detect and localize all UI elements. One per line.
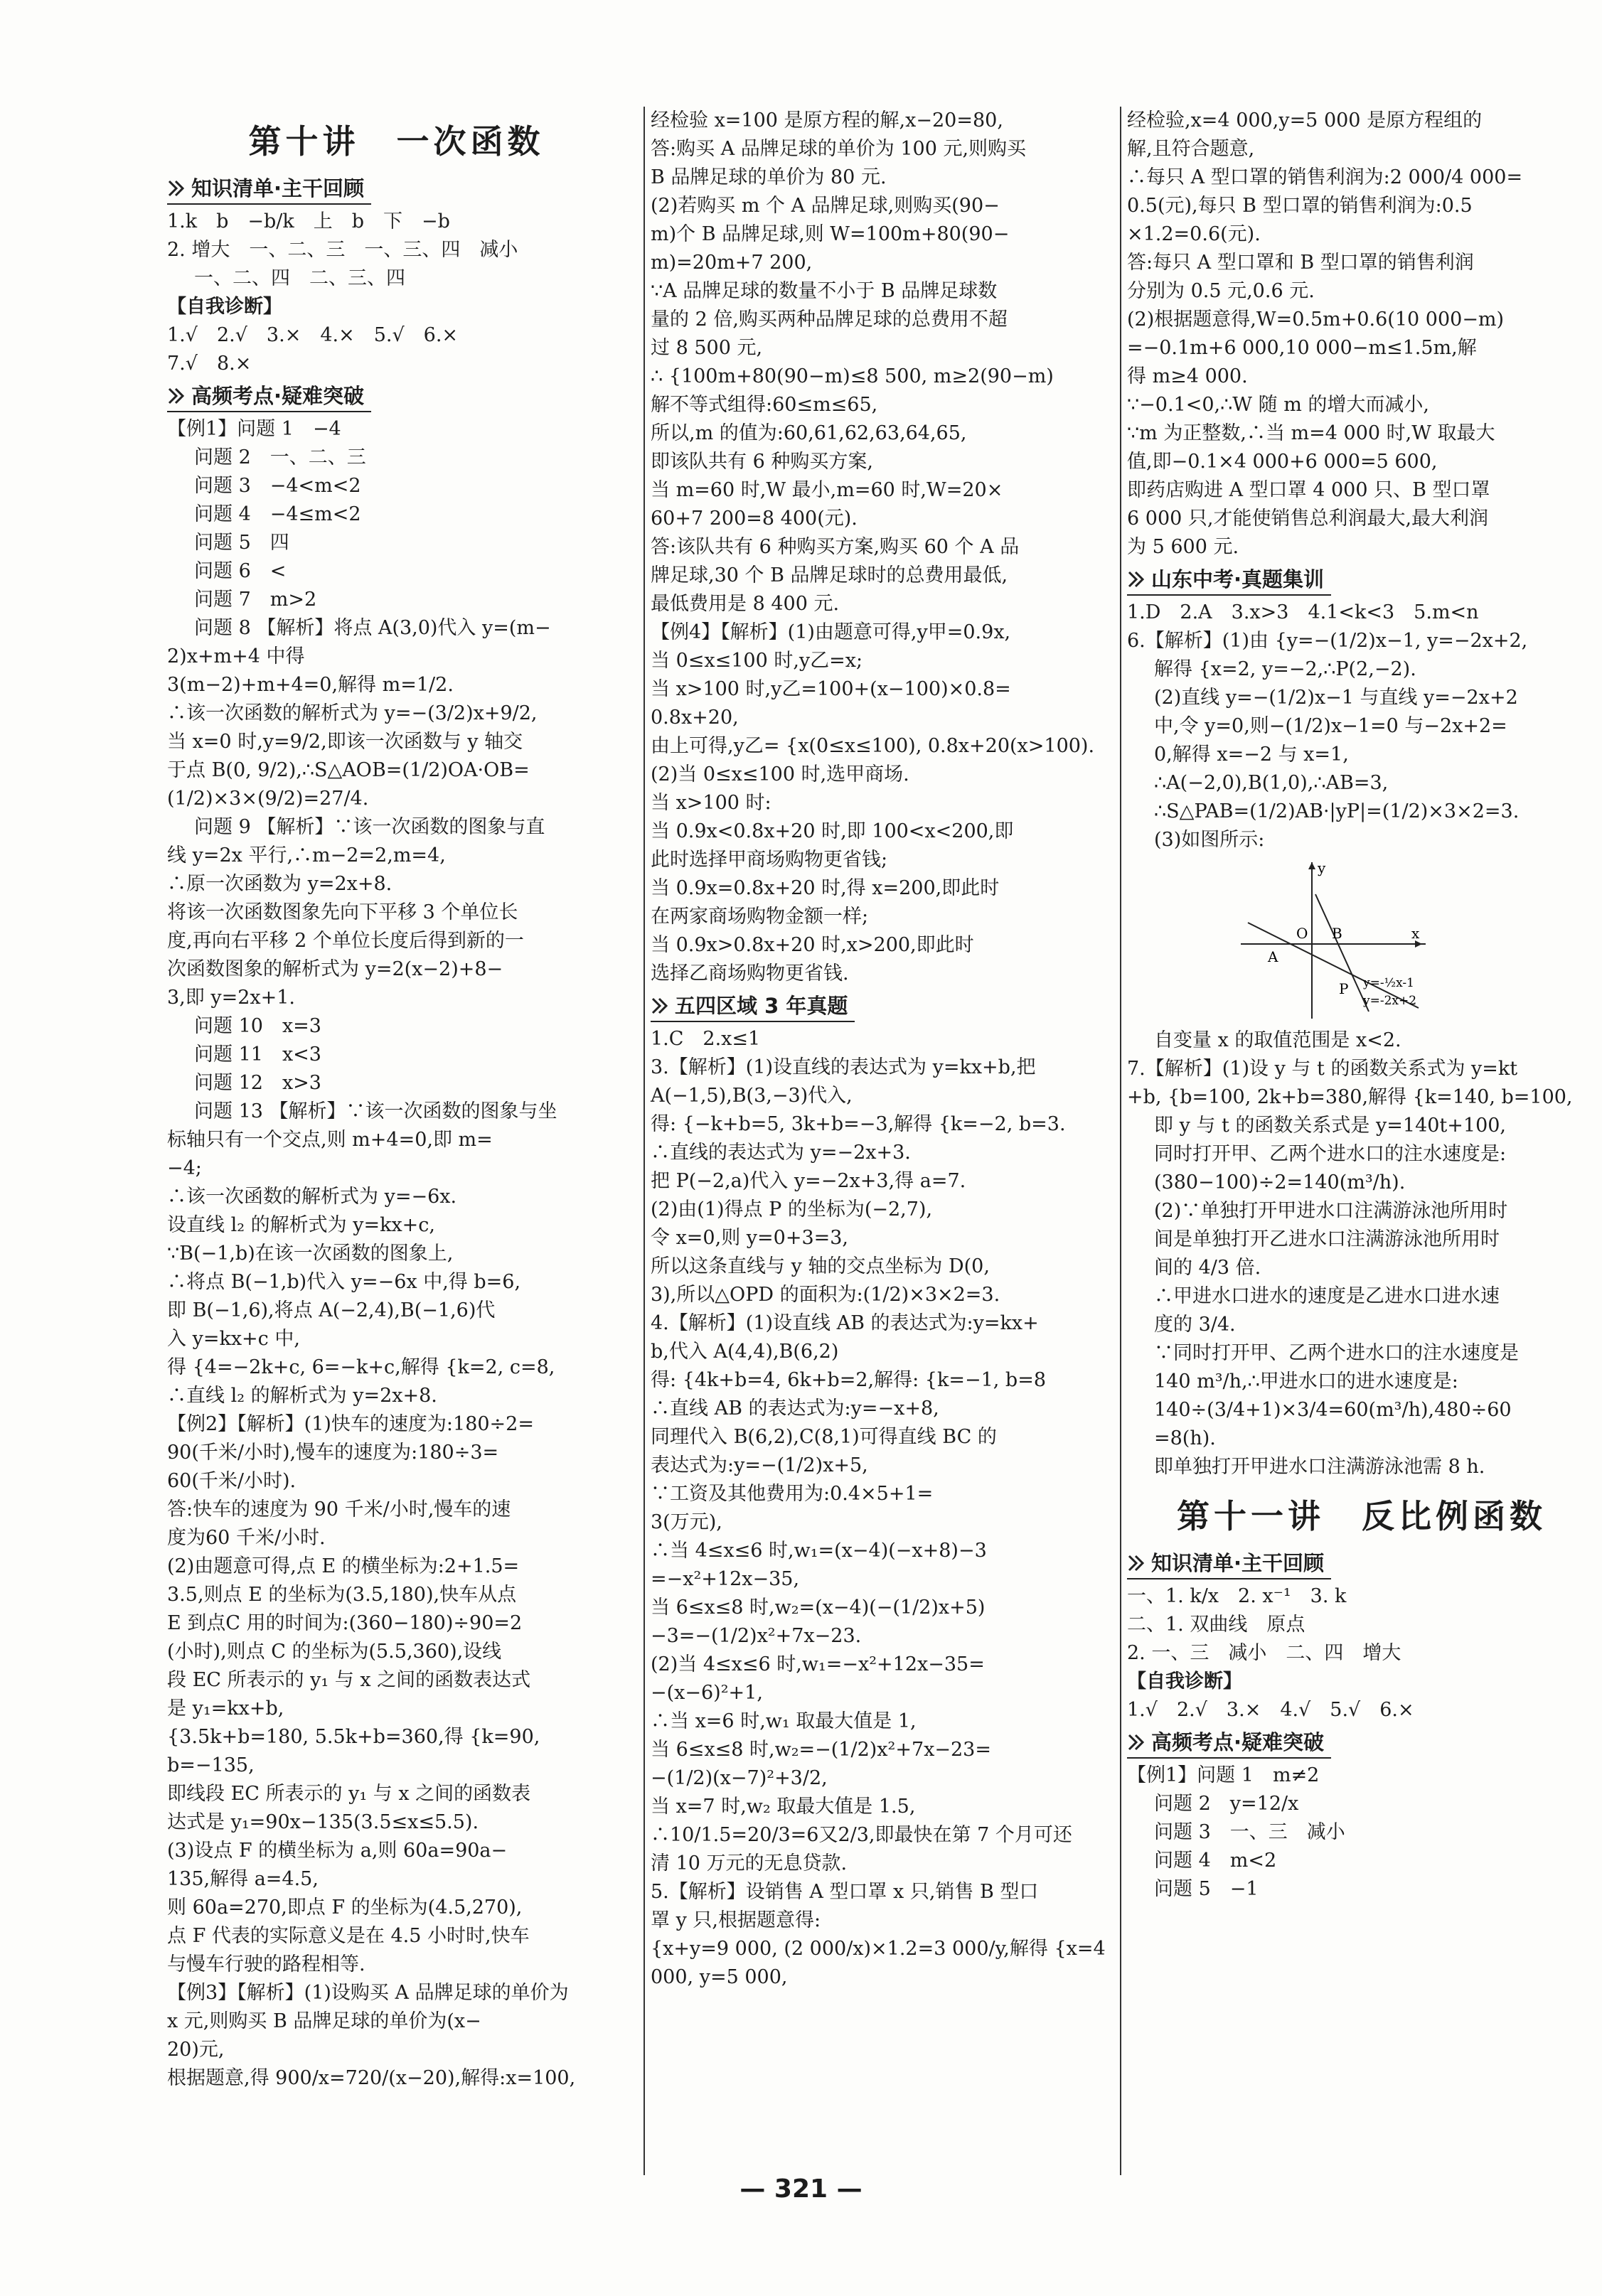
text-line: ×1.2=0.6(元).	[1127, 223, 1261, 245]
text-line: ∴直线 l₂ 的解析式为 y=2x+8.	[167, 1385, 437, 1407]
text-line: (3)设点 F 的横坐标为 a,则 60a=90a−	[167, 1840, 508, 1862]
text-line: m)个 B 品牌足球,则 W=100m+80(90−	[651, 223, 1010, 245]
text-line: 得: {−k+b=5, 3k+b=−3,解得 {k=−2, b=3.	[651, 1113, 1066, 1135]
text-line: 问题 4 m<2	[1154, 1850, 1277, 1872]
text-line: 值,即−0.1×4 000+6 000=5 600,	[1127, 451, 1438, 473]
text-line: 当 0.9x<0.8x+20 时,即 100<x<200,即	[651, 820, 1014, 842]
text-line: (380−100)÷2=140(m³/h).	[1154, 1171, 1406, 1193]
text-line: 即该队共有 6 种购买方案,	[651, 451, 873, 473]
text-line: 即 B(−1,6),将点 A(−2,4),B(−1,6)代	[167, 1299, 496, 1321]
text-line: 段 EC 所表示的 y₁ 与 x 之间的函数表达式	[167, 1669, 531, 1691]
chevron-right-icon	[167, 387, 186, 405]
text-line: 60(千米/小时).	[167, 1470, 297, 1492]
text-line: 点 F 代表的实际意义是在 4.5 小时时,快车	[167, 1925, 530, 1947]
text-line: A(−1,5),B(3,−3)代入,	[651, 1085, 853, 1107]
text-line: m)=20m+7 200,	[651, 252, 813, 274]
text-line: 140 m³/h,∴甲进水口的进水速度是:	[1154, 1370, 1458, 1393]
text-line: 把 P(−2,a)代入 y=−2x+3,得 a=7.	[651, 1170, 966, 1192]
x-axis-label: x	[1411, 925, 1420, 942]
text-line: 一、1. k/x 2. x⁻¹ 3. k	[1127, 1585, 1347, 1607]
text-line: ∴直线 AB 的表达式为:y=−x+8,	[651, 1398, 939, 1420]
text-line: 设直线 l₂ 的解析式为 y=kx+c,	[167, 1214, 435, 1236]
text-line: ∴每只 A 型口罩的销售利润为:2 000/4 000=	[1127, 166, 1523, 188]
text-line: 1.√ 2.√ 3.× 4.√ 5.√ 6.×	[1127, 1699, 1414, 1721]
page-number: — 321 —	[739, 2174, 863, 2204]
text-line: 同理代入 B(6,2),C(8,1)可得直线 BC 的	[651, 1426, 997, 1448]
text-line: 5.【解析】设销售 A 型口罩 x 只,销售 B 型口	[651, 1881, 1039, 1903]
text-line: 1.D 2.A 3.x>3 4.1<k<3 5.m<n	[1127, 601, 1479, 623]
text-line: (2)当 4≤x≤6 时,w₁=−x²+12x−35=	[651, 1653, 985, 1675]
text-line: 问题 9 【解析】∵该一次函数的图象与直	[194, 816, 545, 838]
text-line: 问题 11 x<3	[194, 1044, 321, 1066]
text-line: 得: {4k+b=4, 6k+b=2,解得: {k=−1, b=8	[651, 1369, 1046, 1391]
text-line: 于点 B(0, 9/2),∴S△AOB=(1/2)OA·OB=	[167, 759, 530, 781]
text-line: =−0.1m+6 000,10 000−m≤1.5m,解	[1127, 337, 1477, 359]
y-axis-label: y	[1318, 859, 1326, 876]
text-line: 当 m=60 时,W 最小,m=60 时,W=20×	[651, 479, 1003, 501]
text-line: 所以这条直线与 y 轴的交点坐标为 D(0,	[651, 1255, 990, 1277]
text-line: 【例1】问题 1 m≠2	[1127, 1764, 1320, 1786]
text-line: 问题 5 四	[194, 532, 289, 554]
section-header-highfreq: 高频考点·疑难突破	[167, 381, 371, 412]
text-line: −4;	[167, 1157, 202, 1179]
text-line: ∵−0.1<0,∴W 随 m 的增大而减小,	[1127, 394, 1429, 416]
text-line: 当 0≤x≤100 时,y乙=x;	[651, 650, 863, 672]
text-line: ∴将点 B(−1,b)代入 y=−6x 中,得 b=6,	[167, 1271, 521, 1293]
text-line: 135,解得 a=4.5,	[167, 1868, 319, 1890]
text-line: 1.√ 2.√ 3.× 4.× 5.√ 6.×	[167, 324, 459, 346]
text-line: 问题 6 <	[194, 560, 287, 582]
text-line: 此时选择甲商场购物更省钱;	[651, 849, 888, 871]
text-line: 60+7 200=8 400(元).	[651, 508, 858, 530]
text-line: ∴该一次函数的解析式为 y=−(3/2)x+9/2,	[167, 702, 538, 724]
text-line: ∴当 4≤x≤6 时,w₁=(x−4)(−x+8)−3	[651, 1540, 987, 1562]
text-line: 量的 2 倍,购买两种品牌足球的总费用不超	[651, 309, 1008, 331]
text-line: 当 0.9x>0.8x+20 时,x>200,即此时	[651, 934, 974, 956]
text-line: 与慢车行驶的路程相等.	[167, 1953, 365, 1975]
chevron-right-icon	[651, 997, 669, 1015]
text-line: ∵B(−1,b)在该一次函数的图象上,	[167, 1243, 454, 1265]
text-line: 0,解得 x=−2 与 x=1,	[1154, 744, 1349, 766]
text-line: 【例1】问题 1 −4	[167, 418, 341, 440]
section-header-knowledge-2: 知识清单·主干回顾	[1127, 1548, 1331, 1579]
text-line: 【例4】【解析】(1)由题意可得,y甲=0.9x,	[651, 621, 1011, 643]
text-line: 问题 8 【解析】将点 A(3,0)代入 y=(m−	[194, 617, 551, 639]
text-line: 在两家商场购物金额一样;	[651, 906, 869, 928]
section-header-shandong: 山东中考·真题集训	[1127, 564, 1331, 596]
text-line: b,代入 A(4,4),B(6,2)	[651, 1341, 839, 1363]
text-line: ∴原一次函数为 y=2x+8.	[167, 873, 393, 895]
text-line: ∴ {100m+80(90−m)≤8 500, m≥2(90−m)	[651, 365, 1054, 387]
text-line: 问题 2 y=12/x	[1154, 1793, 1299, 1815]
text-line: 6 000 只,才能使销售总利润最大,最大利润	[1127, 508, 1489, 530]
text-line: 6.【解析】(1)由 {y=−(1/2)x−1, y=−2x+2,	[1127, 630, 1528, 652]
text-line: 标轴只有一个交点,则 m+4=0,即 m=	[167, 1129, 493, 1151]
text-line: 表达式为:y=−(1/2)x+5,	[651, 1454, 868, 1476]
text-line: 答:每只 A 型口罩和 B 型口罩的销售利润	[1127, 252, 1474, 274]
lecture-title: 第十讲 一次函数	[248, 122, 545, 161]
text-line: ∵A 品牌足球的数量不小于 B 品牌足球数	[651, 280, 998, 302]
lecture-title-2: 第十一讲 反比例函数	[1177, 1497, 1547, 1535]
text-line: 所以,m 的值为:60,61,62,63,64,65,	[651, 422, 967, 444]
text-line: 即 y 与 t 的函数关系式是 y=140t+100,	[1154, 1115, 1507, 1137]
section-header-knowledge: 知识清单·主干回顾	[167, 173, 371, 205]
text-line: 当 x>100 时,y乙=100+(x−100)×0.8=	[651, 678, 1011, 700]
text-line: 4.【解析】(1)设直线 AB 的表达式为:y=kx+	[651, 1312, 1039, 1334]
text-line: 令 x=0,则 y=0+3=3,	[651, 1227, 849, 1249]
text-line: 次函数图象的解析式为 y=2(x−2)+8−	[167, 958, 503, 980]
point-p-label: P	[1339, 980, 1349, 997]
text-line: E 到点C 用的时间为:(360−180)÷90=2	[167, 1612, 523, 1634]
text-line: 是 y₁=kx+b,	[167, 1697, 284, 1720]
text-line: 过 8 500 元,	[651, 337, 763, 359]
text-line: ∵同时打开甲、乙两个进水口的注水速度是	[1154, 1342, 1519, 1364]
text-line: 当 0.9x=0.8x+20 时,得 x=200,即此时	[651, 877, 1000, 899]
text-line: 将该一次函数图象先向下平移 3 个单位长	[167, 901, 518, 923]
text-line: (2)由(1)得点 P 的坐标为(−2,7),	[651, 1198, 933, 1221]
text-line: 1.C 2.x≤1	[651, 1028, 761, 1050]
text-line: 当 x=7 时,w₂ 取最大值是 1.5,	[651, 1796, 916, 1818]
text-line: 间是单独打开乙进水口注满游泳池所用时	[1154, 1228, 1500, 1250]
text-line: 同时打开甲、乙两个进水口的注水速度是:	[1154, 1143, 1507, 1165]
text-line: −(1/2)(x−7)²+3/2,	[651, 1767, 828, 1789]
text-line: 经检验,x=4 000,y=5 000 是原方程组的	[1127, 109, 1483, 132]
text-line: (3)如图所示:	[1154, 829, 1265, 851]
text-line: 问题 3 一、三 减小	[1154, 1821, 1345, 1843]
text-line: 20)元,	[167, 2039, 225, 2061]
text-line: 3(万元),	[651, 1511, 722, 1533]
text-line: ∵m 为正整数,∴当 m=4 000 时,W 取最大	[1127, 422, 1495, 444]
text-line: 得 {4=−2k+c, 6=−k+c,解得 {k=2, c=8,	[167, 1356, 555, 1378]
text-line: 答:该队共有 6 种购买方案,购买 60 个 A 品	[651, 536, 1020, 558]
text-line: 达式是 y₁=90x−135(3.5≤x≤5.5).	[167, 1811, 479, 1833]
text-line: 为 5 600 元.	[1127, 536, 1239, 558]
text-line: 问题 5 −1	[1154, 1878, 1259, 1900]
text-line: 90(千米/小时),慢车的速度为:180÷3=	[167, 1442, 499, 1464]
text-line: 0.5(元),每只 B 型口罩的销售利润为:0.5	[1127, 195, 1473, 217]
chevron-right-icon	[167, 179, 186, 198]
text-line: 牌足球,30 个 B 品牌足球时的总费用最低,	[651, 564, 1008, 586]
text-line: 即线段 EC 所表示的 y₁ 与 x 之间的函数表	[167, 1783, 531, 1805]
text-line: ∵工资及其他费用为:0.4×5+1=	[651, 1483, 934, 1505]
text-line: ∴该一次函数的解析式为 y=−6x.	[167, 1186, 457, 1208]
text-line: ∴A(−2,0),B(1,0),∴AB=3,	[1154, 772, 1389, 794]
text-line: (2)当 0≤x≤100 时,选甲商场.	[651, 763, 909, 785]
text-line: 自变量 x 的取值范围是 x<2.	[1154, 1029, 1401, 1051]
line-graph-figure	[1234, 859, 1433, 1022]
text-line: 问题 2 一、二、三	[194, 446, 366, 468]
text-line: ∴S△PAB=(1/2)AB·|yP|=(1/2)×3×2=3.	[1154, 800, 1520, 822]
text-line: (小时),则点 C 的坐标为(5.5,360),设线	[167, 1641, 502, 1663]
text-line: 问题 10 x=3	[194, 1015, 321, 1037]
text-line: 当 x>100 时:	[651, 792, 771, 814]
text-line: 度为60 千米/小时.	[167, 1527, 326, 1549]
line-1-label: y=-½x-1	[1363, 976, 1414, 990]
text-line: ∴当 x=6 时,w₁ 取最大值是 1,	[651, 1710, 917, 1732]
text-line: 1.k b −b/k 上 b 下 −b	[167, 210, 450, 232]
text-line: 7.【解析】(1)设 y 与 t 的函数关系式为 y=kt	[1127, 1058, 1518, 1080]
text-line: 中,令 y=0,则−(1/2)x−1=0 与−2x+2=	[1154, 715, 1507, 737]
text-line: 0.8x+20,	[651, 707, 739, 729]
text-line: (2)∵单独打开甲进水口注满游泳池所用时	[1154, 1200, 1508, 1222]
self-diagnosis-label: 【自我诊断】	[1127, 1670, 1242, 1693]
text-line: B 品牌足球的单价为 80 元.	[651, 166, 887, 188]
text-line: (2)根据题意得,W=0.5m+0.6(10 000−m)	[1127, 309, 1505, 331]
text-line: 选择乙商场购物更省钱.	[651, 962, 849, 985]
section-header-highfreq-2: 高频考点·疑难突破	[1127, 1727, 1331, 1759]
text-line: 入 y=kx+c 中,	[167, 1328, 300, 1350]
text-line: 问题 4 −4≤m<2	[194, 503, 361, 525]
column-2	[644, 107, 1109, 2175]
text-line: =8(h).	[1154, 1427, 1216, 1449]
text-line: 根据题意,得 900/x=720/(x−20),解得:x=100,	[167, 2067, 576, 2089]
text-line: 2. 一、三 减小 二、四 增大	[1127, 1642, 1401, 1664]
text-line: ∴甲进水口进水的速度是乙进水口进水速	[1154, 1285, 1500, 1307]
text-line: −3=−(1/2)x²+7x−23.	[651, 1625, 862, 1647]
text-line: {x+y=9 000, (2 000/x)×1.2=3 000/y,解得 {x=4 000, y=5 000,	[651, 1938, 1106, 1988]
text-line: (2)若购买 m 个 A 品牌足球,则购买(90−	[651, 195, 1000, 217]
chevron-right-icon	[1127, 1733, 1146, 1751]
text-line: 140÷(3/4+1)×3/4=60(m³/h),480÷60	[1154, 1399, 1512, 1421]
text-line: 即药店购进 A 型口罩 4 000 只、B 型口罩	[1127, 479, 1490, 501]
text-line: 最低费用是 8 400 元.	[651, 593, 840, 615]
text-line: (1/2)×3×(9/2)=27/4.	[167, 788, 369, 810]
point-b-label: B	[1332, 925, 1342, 942]
self-diagnosis-label: 【自我诊断】	[167, 296, 282, 318]
text-line: 答:购买 A 品牌足球的单价为 100 元,则购买	[651, 138, 1027, 160]
text-line: =−x²+12x−35,	[651, 1568, 800, 1590]
text-line: 即单独打开甲进水口注满游泳池需 8 h.	[1154, 1456, 1485, 1478]
text-line: (2)直线 y=−(1/2)x−1 与直线 y=−2x+2	[1154, 687, 1518, 709]
text-line: 问题 7 m>2	[194, 589, 317, 611]
point-a-label: A	[1268, 948, 1278, 965]
text-line: 解得 {x=2, y=−2,∴P(2,−2).	[1154, 658, 1416, 680]
text-line: 二、1. 双曲线 原点	[1127, 1614, 1305, 1636]
text-line: 3.5,则点 E 的坐标为(3.5,180),快车从点	[167, 1584, 517, 1606]
text-line: 答:快车的速度为 90 千米/小时,慢车的速	[167, 1498, 511, 1520]
text-line: 一、二、四 二、三、四	[194, 267, 405, 289]
text-line: 线 y=2x 平行,∴m−2=2,m=4,	[167, 844, 446, 867]
text-line: 间的 4/3 倍.	[1154, 1257, 1261, 1279]
text-line: 2. 增大 一、二、三 一、三、四 减小	[167, 239, 518, 261]
chevron-right-icon	[1127, 570, 1146, 589]
text-line: 度的 3/4.	[1154, 1314, 1236, 1336]
text-line: 解,且符合题意,	[1127, 138, 1255, 160]
text-line: 7.√ 8.×	[167, 353, 252, 375]
line-2-label: y=-2x+2	[1363, 994, 1417, 1008]
chevron-right-icon	[1127, 1554, 1146, 1572]
text-line: 问题 12 x>3	[194, 1072, 321, 1094]
text-line: 解不等式组得:60≤m≤65,	[651, 394, 878, 416]
text-line: 2)x+m+4 中得	[167, 645, 305, 667]
column-3	[1120, 107, 1596, 2175]
text-line: x 元,则购买 B 品牌足球的单价为(x−	[167, 2010, 481, 2032]
text-line: 当 6≤x≤8 时,w₂=−(1/2)x²+7x−23=	[651, 1739, 991, 1761]
text-line: ∴直线的表达式为 y=−2x+3.	[651, 1142, 911, 1164]
text-line: 3(m−2)+m+4=0,解得 m=1/2.	[167, 674, 454, 696]
text-line: 由上可得,y乙= {x(0≤x≤100), 0.8x+20(x>100).	[651, 735, 1095, 757]
text-line: 度,再向右平移 2 个单位长度后得到新的一	[167, 930, 524, 952]
text-line: 分别为 0.5 元,0.6 元.	[1127, 280, 1315, 302]
origin-label: O	[1296, 925, 1308, 942]
text-line: 罩 y 只,根据题意得:	[651, 1909, 821, 1931]
text-line: 【例3】【解析】(1)设购买 A 品牌足球的单价为	[167, 1982, 569, 2004]
text-line: 【例2】【解析】(1)快车的速度为:180÷2=	[167, 1413, 534, 1435]
text-line: 当 6≤x≤8 时,w₂=(x−4)(−(1/2)x+5)	[651, 1597, 986, 1619]
text-line: {3.5k+b=180, 5.5k+b=360,得 {k=90, b=−135,	[167, 1726, 540, 1776]
text-line: 得 m≥4 000.	[1127, 365, 1248, 387]
column-1	[167, 107, 626, 2093]
text-line: 经检验 x=100 是原方程的解,x−20=80,	[651, 109, 1003, 132]
text-line: (2)由题意可得,点 E 的横坐标为:2+1.5=	[167, 1555, 520, 1577]
section-header-wusi: 五四区域 3 年真题	[651, 991, 855, 1022]
text-line: 3.【解析】(1)设直线的表达式为 y=kx+b,把	[651, 1056, 1036, 1078]
text-line: 问题 3 −4<m<2	[194, 475, 361, 497]
text-line: 清 10 万元的无息贷款.	[651, 1852, 848, 1874]
text-line: 3),所以△OPD 的面积为:(1/2)×3×2=3.	[651, 1284, 1000, 1306]
text-line: −(x−6)²+1,	[651, 1682, 763, 1704]
text-line: 当 x=0 时,y=9/2,即该一次函数与 y 轴交	[167, 731, 523, 753]
text-line: ∴10/1.5=20/3=6又2/3,即最快在第 7 个月可还	[651, 1824, 1072, 1846]
text-line: +b, {b=100, 2k+b=380,解得 {k=140, b=100,	[1127, 1086, 1573, 1108]
text-line: 问题 13 【解析】∵该一次函数的图象与坐	[194, 1100, 557, 1122]
y-axis-arrow-icon	[1308, 862, 1315, 869]
text-line: 3,即 y=2x+1.	[167, 987, 296, 1009]
text-line: 则 60a=270,即点 F 的坐标为(4.5,270),	[167, 1897, 523, 1919]
